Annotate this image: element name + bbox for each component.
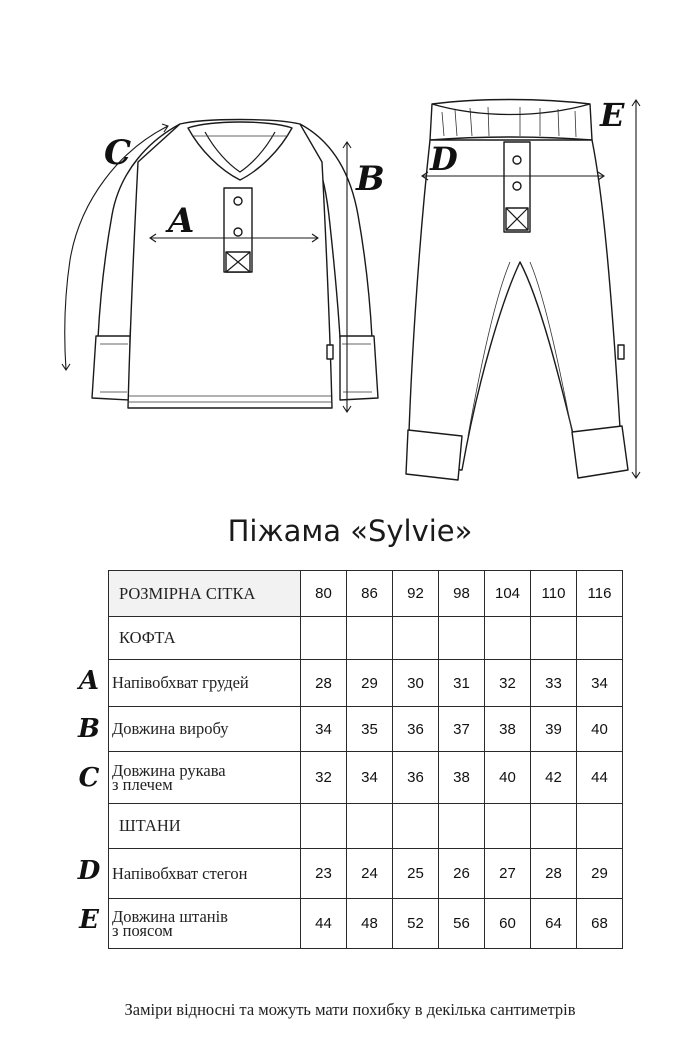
table-row [109,707,623,752]
value-cell: 30 [393,660,439,707]
value-cell: 27 [485,849,531,899]
size-cell: 80 [301,571,347,617]
value-cell: 60 [485,899,531,949]
value-cell: 36 [393,707,439,752]
diagram-letter-b: B [356,159,385,199]
value-cell: 25 [393,849,439,899]
row-letter-b: B [78,714,100,744]
row-label: Довжина виробу [109,707,301,752]
value-cell: 34 [577,660,623,707]
row-letter-d: D [77,856,101,886]
size-cell: 98 [439,571,485,617]
row-label [109,752,301,804]
page-title: Піжама «Sylvie» [227,514,473,548]
size-header-row [109,571,623,617]
value-cell: 56 [439,899,485,949]
value-cell: 37 [439,707,485,752]
value-cell: 38 [439,752,485,804]
size-cell: 116 [577,571,623,617]
value-cell: 26 [439,849,485,899]
row-label-line1: Довжина рукава [112,760,226,780]
value-cell: 29 [577,849,623,899]
value-cell: 28 [301,660,347,707]
value-cell: 34 [347,752,393,804]
table-row [109,849,623,899]
table-row [109,660,623,707]
value-cell: 52 [393,899,439,949]
value-cell: 33 [531,660,577,707]
value-cell: 23 [301,849,347,899]
value-cell: 40 [485,752,531,804]
section-row [109,617,623,660]
footnote: Заміри відносні та можуть мати похибку в декілька сантиметрів [124,1000,576,1019]
diagram-letter-d: D [430,140,458,178]
row-letter-c: C [78,763,100,793]
diagram-letter-c: C [104,133,132,173]
table-row [109,899,623,949]
value-cell: 34 [301,707,347,752]
shirt-drawing [92,120,378,409]
value-cell: 64 [531,899,577,949]
size-cell: 92 [393,571,439,617]
size-table [108,570,623,949]
value-cell: 44 [577,752,623,804]
value-cell: 68 [577,899,623,949]
value-cell: 42 [531,752,577,804]
section-title: КОФТА [109,617,301,660]
row-label-line2: з поясом [112,920,173,940]
value-cell: 24 [347,849,393,899]
value-cell: 48 [347,899,393,949]
row-label [109,899,301,949]
row-letter-e: E [79,905,99,935]
section-title: ШТАНИ [109,804,301,849]
row-label-line2: з плечем [112,774,173,794]
size-cell: 86 [347,571,393,617]
value-cell: 44 [301,899,347,949]
size-cell: 104 [485,571,531,617]
row-label: Напівобхват грудей [109,660,301,707]
value-cell: 28 [531,849,577,899]
size-header-label: РОЗМІРНА СІТКА [109,571,301,617]
value-cell: 32 [301,752,347,804]
size-cell: 110 [531,571,577,617]
value-cell: 35 [347,707,393,752]
value-cell: 29 [347,660,393,707]
row-label: Напівобхват стегон [109,849,301,899]
value-cell: 40 [577,707,623,752]
diagram-letter-e: E [600,96,625,134]
value-cell: 31 [439,660,485,707]
table-row [109,752,623,804]
value-cell: 32 [485,660,531,707]
pajama-illustration [0,0,700,500]
row-letter-a: A [78,666,100,696]
value-cell: 38 [485,707,531,752]
value-cell: 36 [393,752,439,804]
row-label-line1: Довжина штанів [112,906,228,926]
section-row [109,804,623,849]
value-cell: 39 [531,707,577,752]
diagram-letter-a: A [168,201,195,241]
